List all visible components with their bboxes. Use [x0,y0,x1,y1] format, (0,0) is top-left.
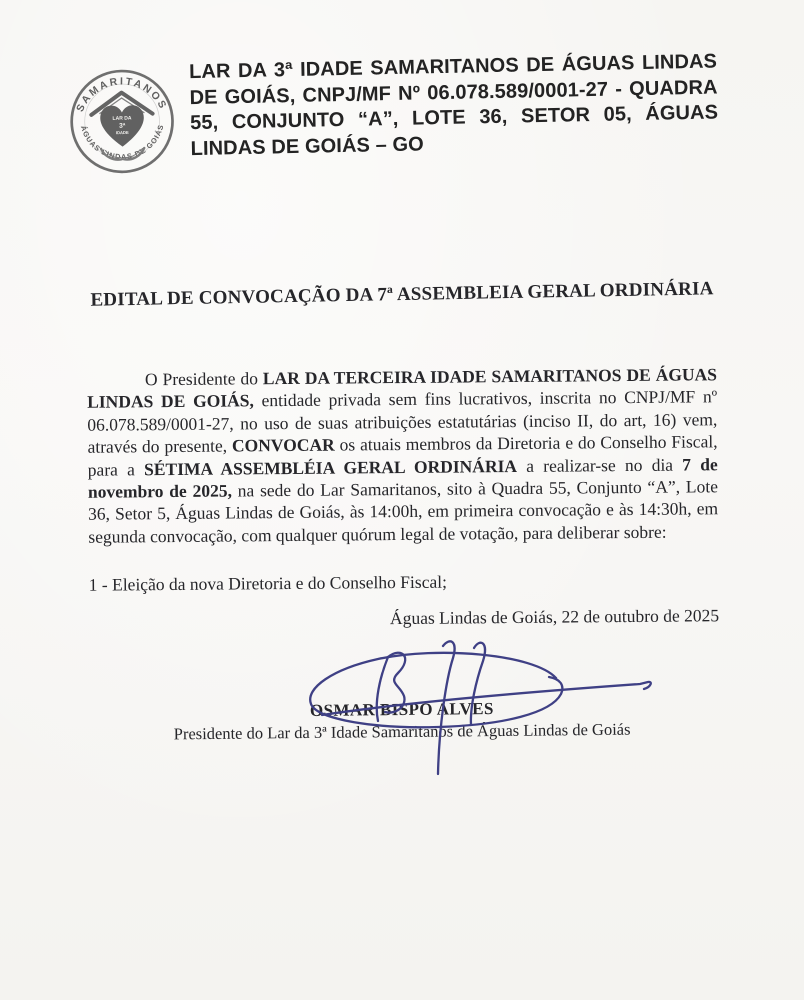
document-title: EDITAL DE CONVOCAÇÃO DA 7ª ASSEMBLEIA GERAL ORDINÁRIA [90,278,714,311]
signer-role: Presidente do Lar da 3ª Idade Samaritanos de Águas Lindas de Goiás [173,719,631,744]
dateline: Águas Lindas de Goiás, 22 de outubro de 2025 [389,604,720,628]
heart-text-line1: LAR DA [112,115,132,122]
heart-text-line2: 3ª [118,122,126,130]
letterhead [67,49,719,178]
signer-name: OSMAR BISPO ALVES [309,699,494,720]
organization-letterhead-text: LAR DA 3ª IDADE SAMARITANOS DE ÁGUAS LINDAS DE GOIÁS, CNPJ/MF Nº 06.078.589/0001-27 - QUADRA 55, CONJUNTO “A”, LOTE 36, SETOR 05, ÁGUAS LINDAS DE GOIÁS – GO [188,50,719,160]
agenda-item: 1 - Eleição da nova Diretoria e do Conselho Fiscal; [88,571,447,595]
organization-seal-logo [67,64,177,178]
seal-bottom-arc-text: ÁGUAS LINDAS DE GOIÁS [78,123,166,162]
seal-top-arc-text: SAMARITANOS [74,76,169,114]
convocation-paragraph: O Presidente do LAR DA TERCEIRA IDADE SAMARITANOS DE ÁGUAS LINDAS DE GOIÁS, entidade privada sem fins lucrativos, inscrita no CNPJ/MF nº 06.078.589/0001-27, no uso de suas atribuições estatutárias (inciso II, do art, 16) vem, através do presente, CONVOCAR os atuais membros da Diretoria e do Conselho Fiscal, para a SÉTIMA ASSEMBLÉIA GERAL ORDINÁRIA a realizar-se no dia 7 de novembro de 2025, na sede do Lar Samaritanos, sito à Quadra 55, Conjunto “A”, Lote 36, Setor 5, Águas Lindas de Goiás, às 14:00h, em primeira convocação e às 14:30h, em segunda convocação, com qualquer quórum legal de votação, para deliberar sobre: [87,364,719,547]
document-body [87,363,719,632]
heart-text-line3: IDADE [115,129,129,136]
signature-block [92,697,712,745]
